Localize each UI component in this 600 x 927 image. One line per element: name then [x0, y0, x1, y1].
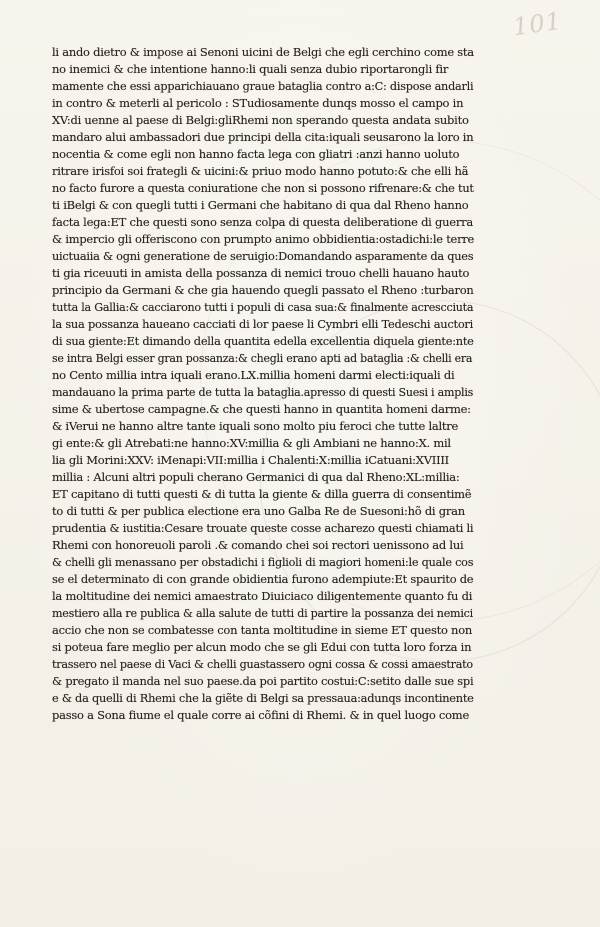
text-line: no facto furore a questa coniuratione che non si possono rifrenare:& che tut [52, 181, 474, 195]
text-line: ET capitano di tutti questi & di tutta la giente & dilla guerra di consentimẽ [52, 487, 472, 501]
text-block [52, 44, 474, 724]
text-line: to di tutti & per publica electione era uno Galba Re de Suesoni:hõ di gran [52, 504, 465, 518]
text-line: gi ente:& gli Atrebati:ne hanno:XV:millia & gli Ambiani ne hanno:X. mil [52, 436, 451, 450]
text-line: no Cento millia intra iquali erano.LX.millia homeni darmi electi:iquali di [52, 368, 455, 382]
text-line: mamente che essi apparichiauano graue bataglia contro a:C: dispose andarli [52, 80, 474, 93]
text-line: & pregato il manda nel suo paese.da poi partito costui:C:setito dalle sue spi [52, 674, 474, 688]
text-line: se intra Belgi esser gran possanza:& chegli erano apti ad bataglia :& chelli era [52, 352, 473, 365]
text-line: principio da Germani & che gia hauendo quegli passato el Rheno :turbaron [52, 283, 474, 297]
text-line: mandauano la prima parte de tutta la bataglia.apresso di questi Suesi i amplis [52, 386, 474, 399]
text-line: & impercio gli offeriscono con prumpto animo obbidientia:ostadichi:le terre [52, 232, 474, 246]
text-line: ti gia riceuuti in amista della possanza di nemici trouo chelli hauano hauto [52, 266, 470, 280]
text-line: no inemici & che intentione hanno:li quali senza dubio riportarongli fir [52, 62, 449, 76]
text-line: lia gli Morini:XXV: iMenapi:VII:millia i Chalenti:X:millia iCatuani:XVIIII [52, 453, 449, 467]
text-line: di sua giente:Et dimando della quantita edella excellentia diquela giente:nte [52, 334, 474, 348]
text-line: accio che non se combatesse con tanta moltitudine in sieme ET questo non [52, 623, 473, 637]
text-line: li ando dietro & impose ai Senoni uicini de Belgi che egli cerchino come sta [52, 45, 474, 59]
text-line: XV:di uenne al paese di Belgi:gliRhemi non sperando questa andata subito [52, 113, 469, 127]
text-line: trassero nel paese di Vaci & chelli guastassero ogni cossa & cossi amaestrato [52, 658, 473, 671]
text-line: mestiero alla re publica & alla salute de tutti di partire la possanza dei nemici [52, 607, 473, 620]
text-line: tutta la Gallia:& cacciarono tutti i populi di casa sua:& finalmente acrescciuta [52, 301, 474, 314]
text-line: millia : Alcuni altri populi cherano Germanici di qua dal Rheno:XL:millia: [52, 470, 460, 484]
text-line: mandaro alui ambassadori due principi della cita:iquali seusarono la loro in [52, 130, 474, 144]
text-line: in contro & meterli al pericolo : STudiosamente dunqs mosso el campo in [52, 96, 464, 110]
text-line: Rhemi con honoreuoli paroli .& comando chei soi rectori uenissono ad lui [52, 538, 464, 552]
text-line: nocentia & come egli non hanno facta lega con gliatri :anzi hanno uoluto [52, 147, 460, 161]
text-line: passo a Sona fiume el quale corre ai cõfini di Rhemi. & in quel luogo come [52, 708, 470, 722]
text-line: & chelli gli menassano per obstadichi i figlioli di magiori homeni:le quale cos [52, 556, 474, 569]
text-line: la moltitudine dei nemici amaestrato Diuiciaco diligentemente quanto fu di [52, 589, 473, 603]
text-line: si poteua fare meglio per alcun modo che se gli Edui con tutta loro forza in [52, 640, 472, 654]
text-line: ritrare irisfoi soi frategli & uicini:& priuo modo hanno potuto:& che elli hã [52, 164, 469, 178]
text-line: ti iBelgi & con quegli tutti i Germani che habitano di qua dal Rheno hanno [52, 198, 469, 212]
text-line: prudentia & iustitia:Cesare trouate queste cosse acharezo questi chiamati li [52, 521, 474, 535]
text-line: & iVerui ne hanno altre tante iquali sono molto piu feroci che tutte laltre [52, 419, 459, 433]
text-line: sime & ubertose campagne.& che questi hanno in quantita homeni darme: [52, 402, 471, 416]
text-line: se el determinato di con grande obidientia furono adempiute:Et spaurito de [52, 572, 474, 586]
text-line: e & da quelli di Rhemi che la giẽte di Belgi sa pressaua:adunqs incontinente [52, 691, 474, 705]
folio-number: 101 [511, 6, 564, 42]
text-line: la sua possanza haueano cacciati di lor paese li Cymbri elli Tedeschi auctori [52, 317, 474, 331]
text-line: facta lega:ET che questi sono senza colpa di questa deliberatione di guerra [52, 215, 473, 229]
text-line: uictuaiia & ogni generatione de seruigio:Domandando asparamente da ques [52, 249, 474, 263]
